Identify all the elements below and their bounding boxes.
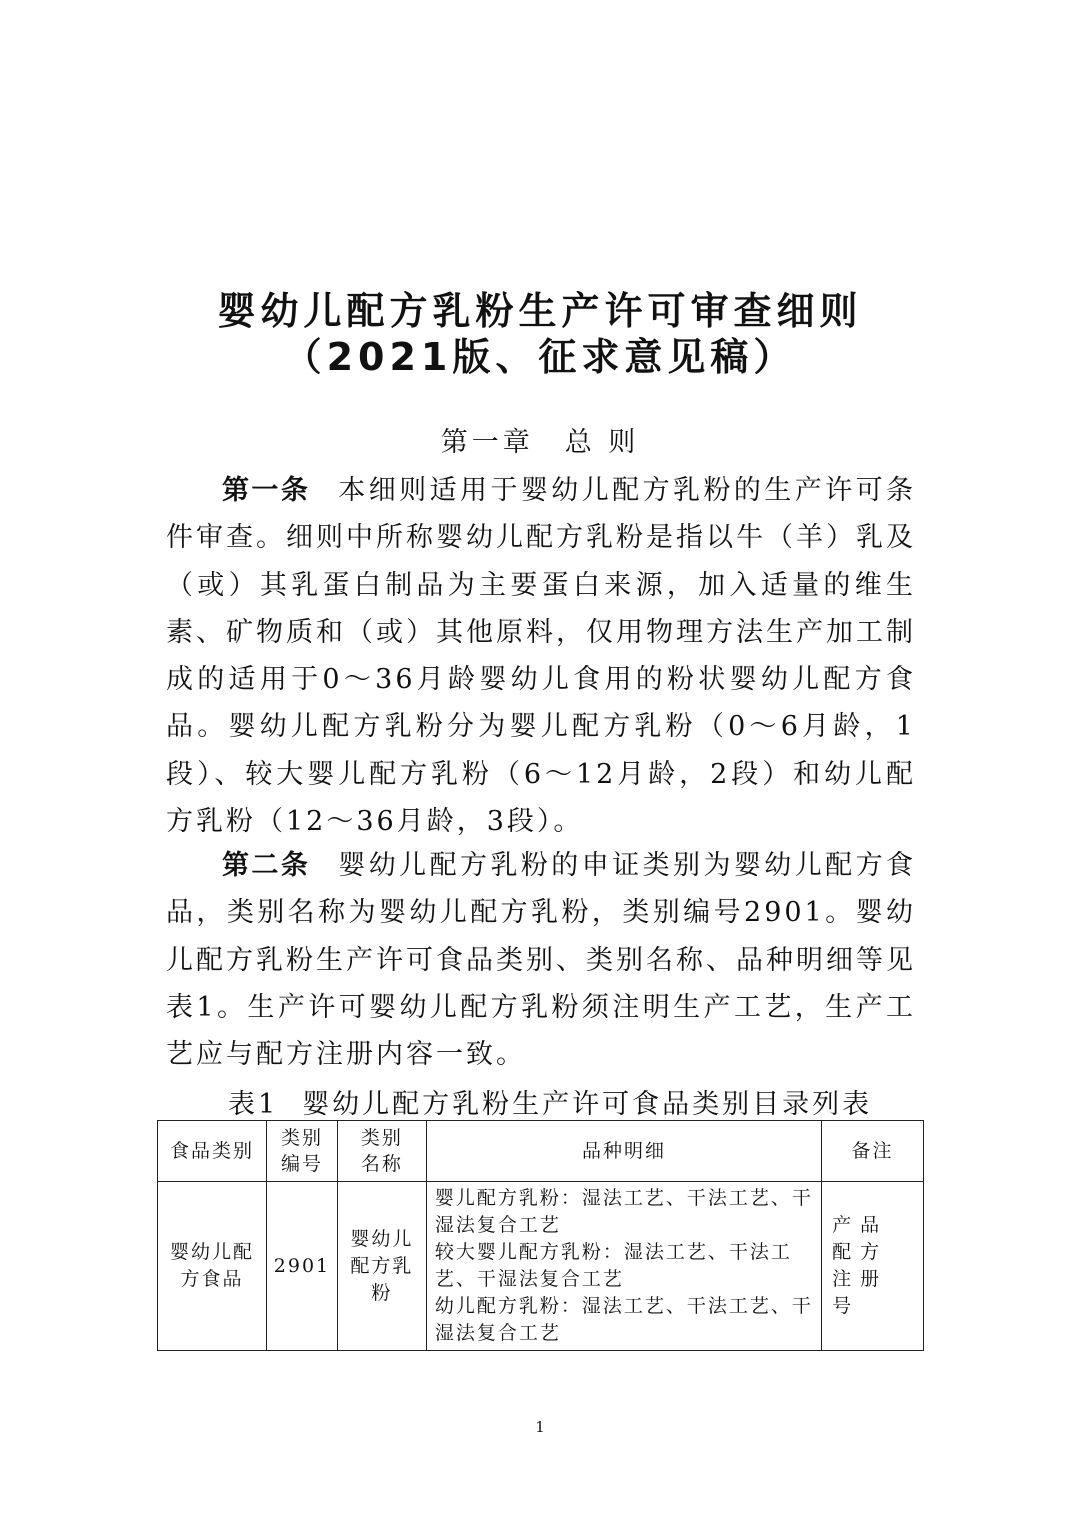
cell-category-name [337,1182,426,1351]
article-2 [166,842,916,1078]
header-category-code [266,1121,337,1182]
cell-variety-detail [426,1182,821,1351]
header-category-name-text: 类别名称 [360,1127,403,1175]
table-caption-text: 婴幼儿配方乳粉生产许可食品类别目录列表 [302,1089,873,1120]
chapter-heading: 第一章 总 则 [440,427,640,458]
header-category-code-text: 类别编号 [280,1127,323,1175]
header-category-name [337,1121,426,1182]
document-subtitle: （2021版、征求意见稿） [283,335,797,379]
table-caption [228,1082,872,1121]
cell-remark: 产品配方注册号 [822,1182,924,1351]
article-2-text: 婴幼儿配方乳粉的申证类别为婴幼儿配方食品，类别名称为婴幼儿配方乳粉，类别编号2901。婴幼儿配方乳粉生产许可食品类别、类别名称、品种明细等见表1。生产许可婴幼儿配方乳粉须注明生产工艺，生产工艺应与配方注册内容一致。 [166,850,917,1071]
cell-food-category-text: 婴幼儿配方食品 [169,1241,254,1290]
variety-line: 较大婴儿配方乳粉：湿法工艺、干法工艺、干湿法复合工艺 [434,1241,792,1290]
document-title: 婴幼儿配方乳粉生产许可审查细则 [217,289,863,333]
article-1 [166,467,916,845]
cell-category-name-text: 婴幼儿配方乳粉 [350,1227,414,1304]
header-food-category: 食品类别 [158,1121,267,1182]
header-remark: 备注 [822,1121,924,1182]
article-2-label: 第二条 [222,850,311,881]
table-caption-number: 表1 [228,1089,279,1120]
variety-line: 幼儿配方乳粉：湿法工艺、干法工艺、干湿法复合工艺 [434,1295,813,1344]
page-number: 1 [535,1418,545,1436]
article-1-label: 第一条 [222,475,311,506]
article-1-text: 本细则适用于婴幼儿配方乳粉的生产许可条件审查。细则中所称婴幼儿配方乳粉是指以牛（羊）乳及（或）其乳蛋白制品为主要蛋白来源，加入适量的维生素、矿物质和（或）其他原料，仅用物理方法生产加工制成的适用于0～36月龄婴幼儿食用的粉状婴幼儿配方食品。婴幼儿配方乳粉分为婴儿配方乳粉（0～6月龄，1段）、较大婴儿配方乳粉（6～12月龄，2段）和幼儿配方乳粉（12～36月龄，3段）。 [166,475,917,838]
variety-line: 婴儿配方乳粉：湿法工艺、干法工艺、干湿法复合工艺 [434,1187,813,1236]
cell-food-category [158,1182,267,1351]
category-table [157,1120,924,1351]
cell-category-code: 2901 [266,1182,337,1351]
header-variety-detail: 品种明细 [426,1121,821,1182]
table-header-row [158,1121,924,1182]
table-row [158,1182,924,1351]
